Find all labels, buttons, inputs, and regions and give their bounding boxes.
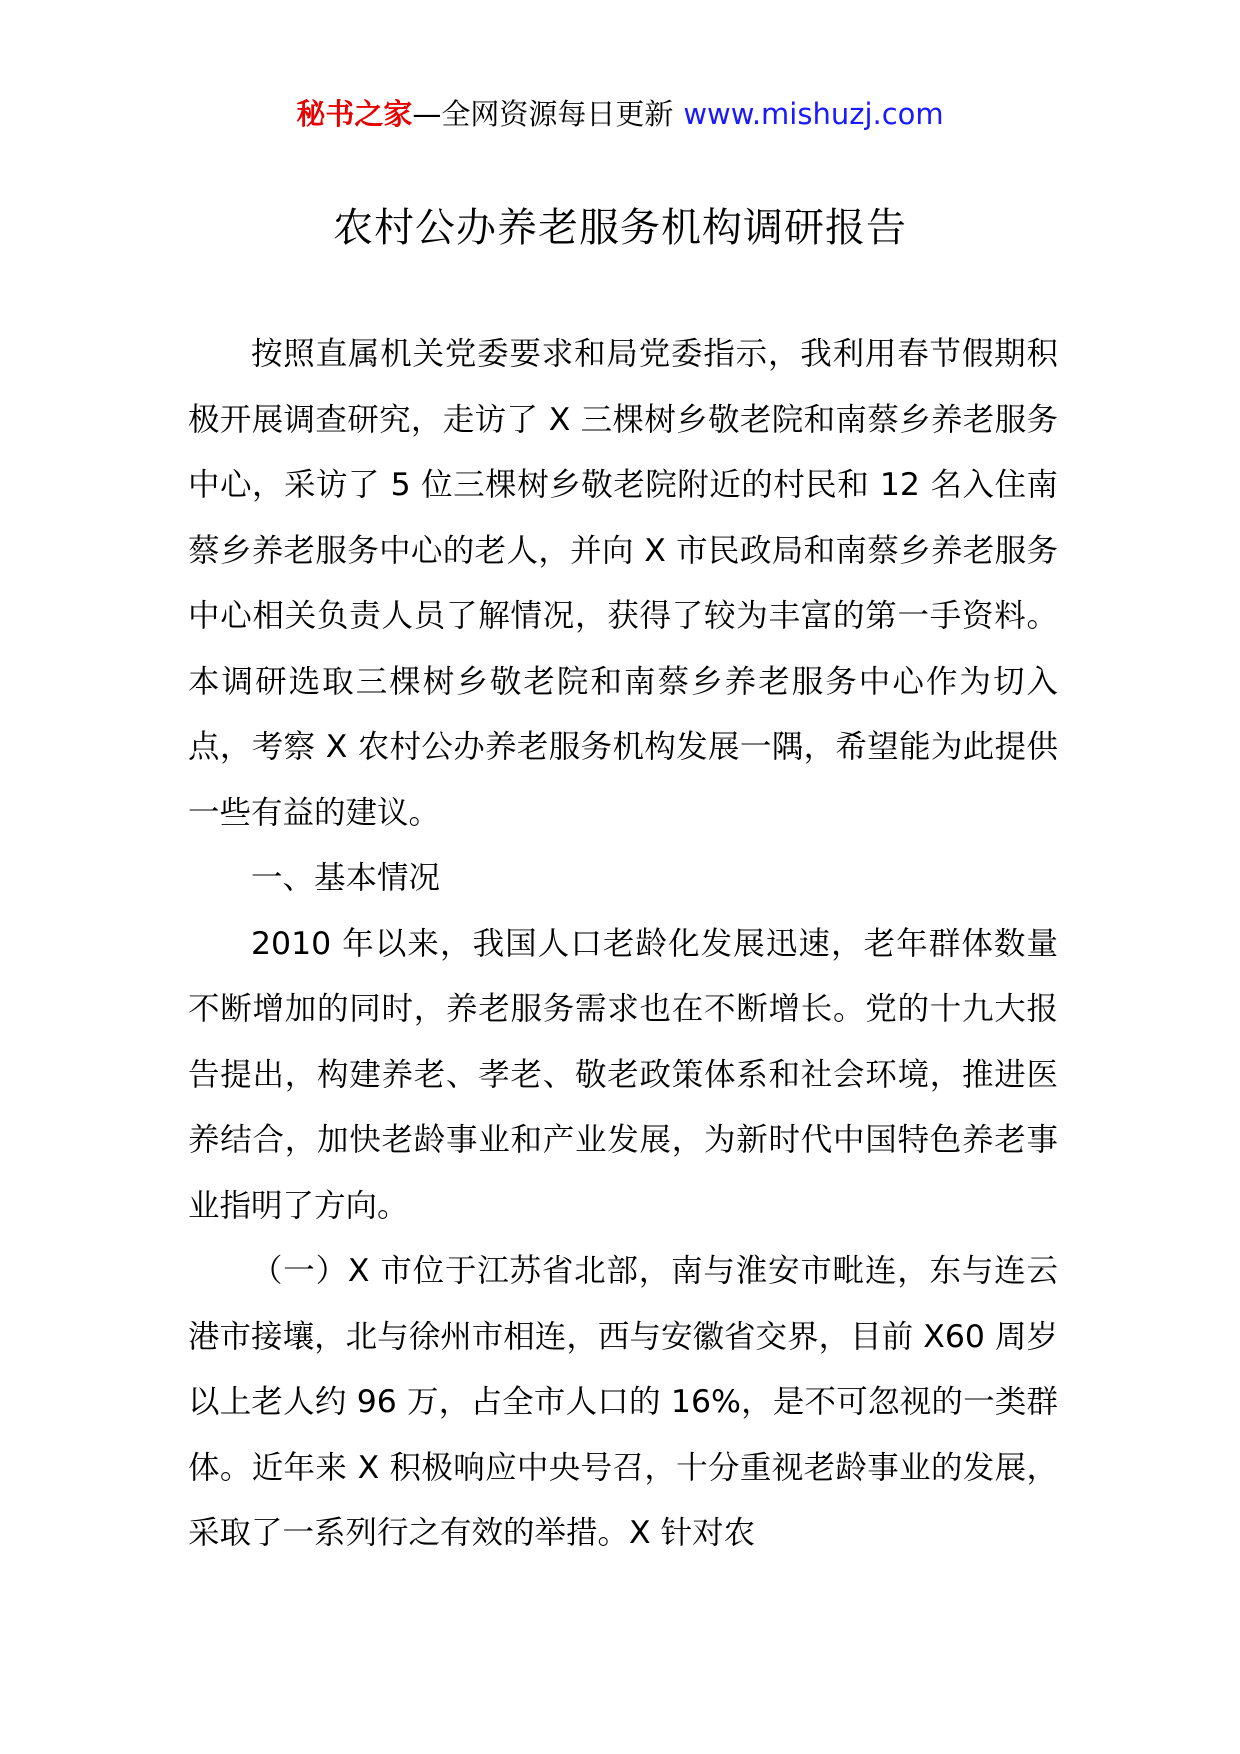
brand-name: 秘书之家 [296,97,413,131]
document-body [188,322,1058,1567]
paragraph-background: 2010 年以来，我国人口老龄化发展迅速，老年群体数量不断增加的同时，养老服务需求也在不断增长。党的十九大报告提出，构建养老、孝老、敬老政策体系和社会环境，推进医养结合，加快老龄事业和产业发展，为新时代中国特色养老事业指明了方向。 [188,925,1058,1224]
paragraph-intro: 按照直属机关党委要求和局党委指示，我利用春节假期积极开展调查研究，走访了 X 三棵树乡敬老院和南蔡乡养老服务中心，采访了 5 位三棵树乡敬老院附近的村民和 12 名入住南蔡乡养老服务中心的老人，并向 X 市民政局和南蔡乡养老服务中心相关负责人员了解情况，获得了较为丰富的第一手资料。本调研选取三棵树乡敬老院和南蔡乡养老服务中心作为切入点，考察 X 农村公办养老服务机构发展一隅，希望能为此提供一些有益的建议。 [188,336,1058,831]
site-url-link[interactable]: www.mishuzj.com [683,97,944,131]
paragraph-city-overview: （一）X 市位于江苏省北部，南与淮安市毗连，东与连云港市接壤，北与徐州市相连，西与安徽省交界，目前 X60 周岁以上老人约 96 万，占全市人口的 16%，是不可忽视的一类群体。近年来 X 积极响应中央号召，十分重视老龄事业的发展，采取了一系列行之有效的举措。X 针对农 [188,1253,1058,1551]
section-heading-basic-situation: 一、基本情况 [251,860,441,896]
site-tagline: —全网资源每日更新 [412,97,674,131]
site-header [0,94,1240,134]
document-title: 农村公办养老服务机构调研报告 [333,205,907,251]
